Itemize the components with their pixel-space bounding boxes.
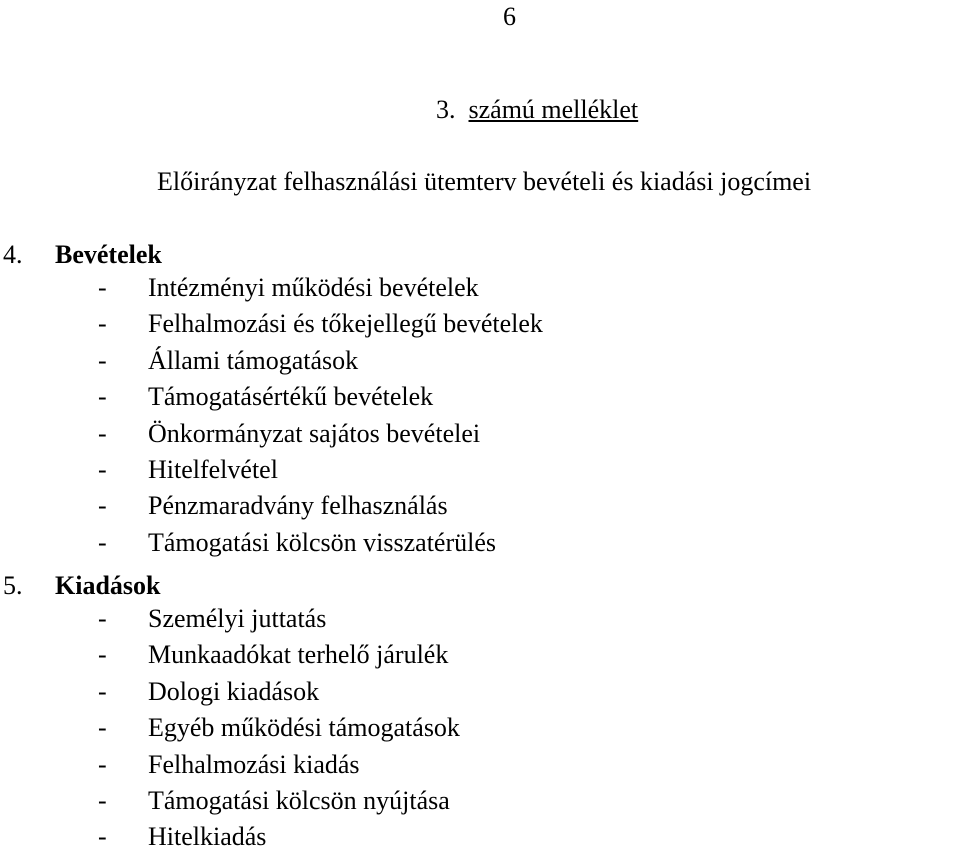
list-item-text: Hitelkiadás [148, 822, 267, 852]
section-expense [0, 571, 960, 859]
annex-title: számú melléklet [468, 95, 639, 124]
bullet-dash: - [98, 527, 107, 557]
list-item [0, 750, 960, 786]
list-item-text: Állami támogatások [148, 345, 359, 375]
bullet-dash: - [98, 749, 107, 779]
list-item-text: Munkaadókat terhelő járulék [148, 640, 449, 670]
list-item [0, 346, 960, 382]
annex-number: 3. [436, 95, 456, 124]
section-number: 4. [3, 240, 23, 269]
list-item [0, 491, 960, 527]
income-list [0, 273, 960, 564]
list-item [0, 382, 960, 418]
list-item-text: Személyi juttatás [148, 604, 327, 633]
list-item [0, 786, 960, 822]
bullet-dash: - [98, 273, 107, 302]
bullet-dash: - [98, 676, 107, 706]
list-item [0, 604, 960, 640]
annex-label [436, 95, 638, 125]
list-item-text: Intézményi működési bevételek [148, 273, 479, 302]
bullet-dash: - [98, 345, 107, 375]
list-item [0, 455, 960, 491]
list-item-text: Támogatási kölcsön nyújtása [148, 785, 450, 815]
list-item-text: Dologi kiadások [148, 676, 320, 706]
section-heading [0, 571, 960, 604]
bullet-dash: - [98, 309, 107, 339]
section-heading [0, 240, 960, 273]
section-number: 5. [3, 571, 23, 600]
page-number: 6 [503, 2, 516, 31]
list-item [0, 273, 960, 309]
list-item-text: Felhalmozási és tőkejellegű bevételek [148, 309, 543, 339]
bullet-dash: - [98, 640, 107, 670]
list-item [0, 677, 960, 713]
list-item-text: Felhalmozási kiadás [148, 749, 360, 779]
section-title: Bevételek [55, 240, 162, 269]
list-item [0, 309, 960, 345]
bullet-dash: - [98, 382, 107, 412]
bullet-dash: - [98, 604, 107, 633]
bullet-dash: - [98, 491, 107, 521]
section-income [0, 240, 960, 564]
list-item [0, 419, 960, 455]
bullet-dash: - [98, 822, 107, 852]
list-item-text: Hitelfelvétel [148, 454, 278, 484]
bullet-dash: - [98, 713, 107, 743]
section-title: Kiadások [55, 571, 161, 600]
list-item [0, 822, 960, 858]
list-item [0, 528, 960, 564]
list-item-text: Egyéb működési támogatások [148, 713, 460, 743]
expense-list [0, 604, 960, 859]
list-item-text: Támogatási kölcsön visszatérülés [148, 527, 497, 557]
bullet-dash: - [98, 785, 107, 815]
list-item-text: Önkormányzat sajátos bevételei [148, 418, 481, 448]
list-item [0, 713, 960, 749]
list-item-text: Pénzmaradvány felhasználás [148, 491, 448, 521]
bullet-dash: - [98, 454, 107, 484]
list-item [0, 640, 960, 676]
list-item-text: Támogatásértékű bevételek [148, 382, 434, 412]
bullet-dash: - [98, 418, 107, 448]
document-title: Előirányzat felhasználási ütemterv bevételi és kiadási jogcímei [157, 167, 812, 196]
